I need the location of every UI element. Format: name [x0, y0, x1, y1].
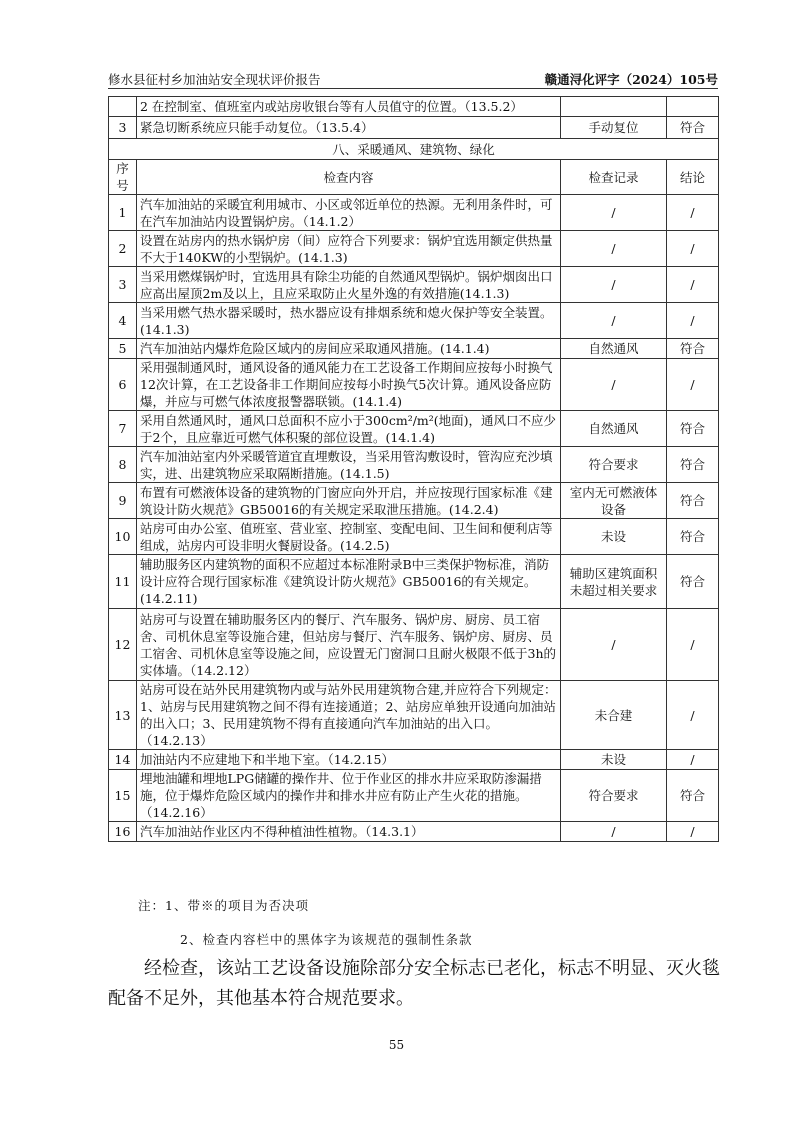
check-result: 符合 — [667, 447, 719, 483]
page-header — [108, 68, 718, 89]
table-row — [109, 681, 719, 750]
check-result: 符合 — [667, 339, 719, 359]
check-record: 未设 — [561, 519, 667, 555]
check-content: 汽车加油站内爆炸危险区域内的房间应采取通风措施。(14.1.4) — [137, 339, 561, 359]
row-number: 2 — [109, 231, 137, 267]
row-number: 14 — [109, 750, 137, 770]
table-row — [109, 303, 719, 339]
row-number: 15 — [109, 770, 137, 822]
column-header-row — [109, 160, 719, 195]
check-result: 符合 — [667, 555, 719, 609]
check-record: / — [561, 359, 667, 411]
report-number: 赣通浔化评字（2024）105号 — [544, 72, 718, 87]
table-row — [109, 231, 719, 267]
check-record: 未设 — [561, 750, 667, 770]
column-header-content: 检查内容 — [137, 160, 561, 195]
check-record: 符合要求 — [561, 770, 667, 822]
table-row — [109, 770, 719, 822]
check-content: 埋地油罐和埋地LPG储罐的操作井、位于作业区的排水井应采取防渗漏措施，位于爆炸危险区域内的操作井和排水井应有防止产生火花的措施。（14.2.16） — [137, 770, 561, 822]
check-content: 汽车加油站的采暖宜利用城市、小区或邻近单位的热源。无利用条件时，可在汽车加油站内设置锅炉房。（14.1.2） — [137, 195, 561, 231]
row-number: 8 — [109, 447, 137, 483]
check-record: 自然通风 — [561, 339, 667, 359]
note-line-1: 注：1、带※的项目为否决项 — [138, 898, 309, 913]
check-content: 布置有可燃液体设备的建筑物的门窗应向外开启，并应按现行国家标准《建筑设计防火规范》GB50016的有关规定采取泄压措施。(14.2.4) — [137, 483, 561, 519]
table-row — [109, 359, 719, 411]
check-record: 手动复位 — [561, 117, 667, 139]
note-line-2: 2、检查内容栏中的黑体字为该规范的强制性条款 — [180, 932, 473, 947]
check-result — [667, 97, 719, 117]
row-number: 7 — [109, 411, 137, 447]
check-result: / — [667, 195, 719, 231]
column-header-result: 结论 — [667, 160, 719, 195]
check-result: / — [667, 681, 719, 750]
row-number — [109, 97, 137, 117]
check-result: 符合 — [667, 483, 719, 519]
check-record — [561, 97, 667, 117]
table-row — [109, 339, 719, 359]
row-number: 12 — [109, 609, 137, 681]
check-record: 辅助区建筑面积未超过相关要求 — [561, 555, 667, 609]
row-number: 5 — [109, 339, 137, 359]
section-title: 八、采暖通风、建筑物、绿化 — [109, 139, 719, 160]
check-record: 室内无可燃液体设备 — [561, 483, 667, 519]
table-row — [109, 822, 719, 842]
check-result: 符合 — [667, 117, 719, 139]
check-content: 站房可与设置在辅助服务区内的餐厅、汽车服务、锅炉房、厨房、员工宿舍、司机休息室等设施合建，但站房与餐厅、汽车服务、锅炉房、厨房、员工宿舍、司机休息室等设施之间，应设置无门窗洞口且耐火极限不低于3h的实体墙。（14.2.12） — [137, 609, 561, 681]
check-result: / — [667, 303, 719, 339]
column-header-record: 检查记录 — [561, 160, 667, 195]
row-number: 3 — [109, 117, 137, 139]
check-content: 紧急切断系统应只能手动复位。（13.5.4） — [137, 117, 561, 139]
check-result: / — [667, 609, 719, 681]
check-result: 符合 — [667, 411, 719, 447]
check-content: 站房可设在站外民用建筑物内或与站外民用建筑物合建,并应符合下列规定：1、站房与民用建筑物之间不得有连接通道；2、站房应单独开设通向加油站的出入口；3、民用建筑物不得有直接通向汽车加油站的出入口。（14.2.13） — [137, 681, 561, 750]
table-row — [109, 483, 719, 519]
row-number: 1 — [109, 195, 137, 231]
check-record: / — [561, 267, 667, 303]
table-row — [109, 411, 719, 447]
row-number: 3 — [109, 267, 137, 303]
check-content: 当采用燃气热水器采暖时，热水器应设有排烟系统和熄火保护等安全装置。(14.1.3) — [137, 303, 561, 339]
check-result: 符合 — [667, 770, 719, 822]
table-row — [109, 267, 719, 303]
row-number: 13 — [109, 681, 137, 750]
check-content: 汽车加油站作业区内不得种植油性植物。（14.3.1） — [137, 822, 561, 842]
conclusion-paragraph: 经检查，该站工艺设备设施除部分安全标志已老化，标志不明显、灭火毯配备不足外，其他基本符合规范要求。 — [108, 958, 720, 1009]
check-result: / — [667, 267, 719, 303]
check-result: 符合 — [667, 519, 719, 555]
check-content: 加油站内不应建地下和半地下室。（14.2.15） — [137, 750, 561, 770]
check-content: 汽车加油站室内外采暖管道宜直埋敷设，当采用管沟敷设时，管沟应充沙填实，进、出建筑物应采取隔断措施。(14.1.5) — [137, 447, 561, 483]
check-content: 设置在站房内的热水锅炉房（间）应符合下列要求：锅炉宜选用额定供热量不大于140KW的小型锅炉。(14.1.3) — [137, 231, 561, 267]
table-row — [109, 447, 719, 483]
report-title: 修水县征村乡加油站安全现状评价报告 — [108, 72, 321, 87]
table-row — [109, 519, 719, 555]
table-row — [109, 117, 719, 139]
check-content: 站房可由办公室、值班室、营业室、控制室、变配电间、卫生间和便利店等组成，站房内可设非明火餐厨设备。(14.2.5) — [137, 519, 561, 555]
row-number: 16 — [109, 822, 137, 842]
table-row — [109, 555, 719, 609]
check-record: 未合建 — [561, 681, 667, 750]
row-number: 6 — [109, 359, 137, 411]
row-number: 9 — [109, 483, 137, 519]
check-content: 当采用燃煤锅炉时，宜选用具有除尘功能的自然通风型锅炉。锅炉烟囱出口应高出屋顶2m及以上，且应采取防止火星外逸的有效措施(14.1.3) — [137, 267, 561, 303]
check-content: 2 在控制室、值班室内或站房收银台等有人员值守的位置。（13.5.2） — [137, 97, 561, 117]
check-record: / — [561, 195, 667, 231]
check-record: 符合要求 — [561, 447, 667, 483]
column-header-no: 序号 — [109, 160, 137, 195]
inspection-table — [108, 96, 719, 842]
table-row — [109, 609, 719, 681]
section-title-row — [109, 139, 719, 160]
check-record: 自然通风 — [561, 411, 667, 447]
row-number: 11 — [109, 555, 137, 609]
check-result: / — [667, 750, 719, 770]
row-number: 10 — [109, 519, 137, 555]
check-record: / — [561, 822, 667, 842]
check-content: 采用自然通风时，通风口总面积不应小于300cm²/m²(地面)，通风口不应少于2个，且应靠近可燃气体积聚的部位设置。(14.1.4) — [137, 411, 561, 447]
table-row — [109, 97, 719, 117]
check-record: / — [561, 231, 667, 267]
check-content: 采用强制通风时，通风设备的通风能力在工艺设备工作期间应按每小时换气12次计算，在工艺设备非工作期间应按每小时换气5次计算。通风设备应防爆，并应与可燃气体浓度报警器联锁。(14.1.4) — [137, 359, 561, 411]
table-row — [109, 750, 719, 770]
row-number: 4 — [109, 303, 137, 339]
page-number: 55 — [388, 1038, 405, 1052]
check-record: / — [561, 609, 667, 681]
check-content: 辅助服务区内建筑物的面积不应超过本标准附录B中三类保护物标准，消防设计应符合现行国家标准《建筑设计防火规范》GB50016的有关规定。(14.2.11) — [137, 555, 561, 609]
check-result: / — [667, 822, 719, 842]
check-record: / — [561, 303, 667, 339]
check-result: / — [667, 231, 719, 267]
check-result: / — [667, 359, 719, 411]
table-row — [109, 195, 719, 231]
